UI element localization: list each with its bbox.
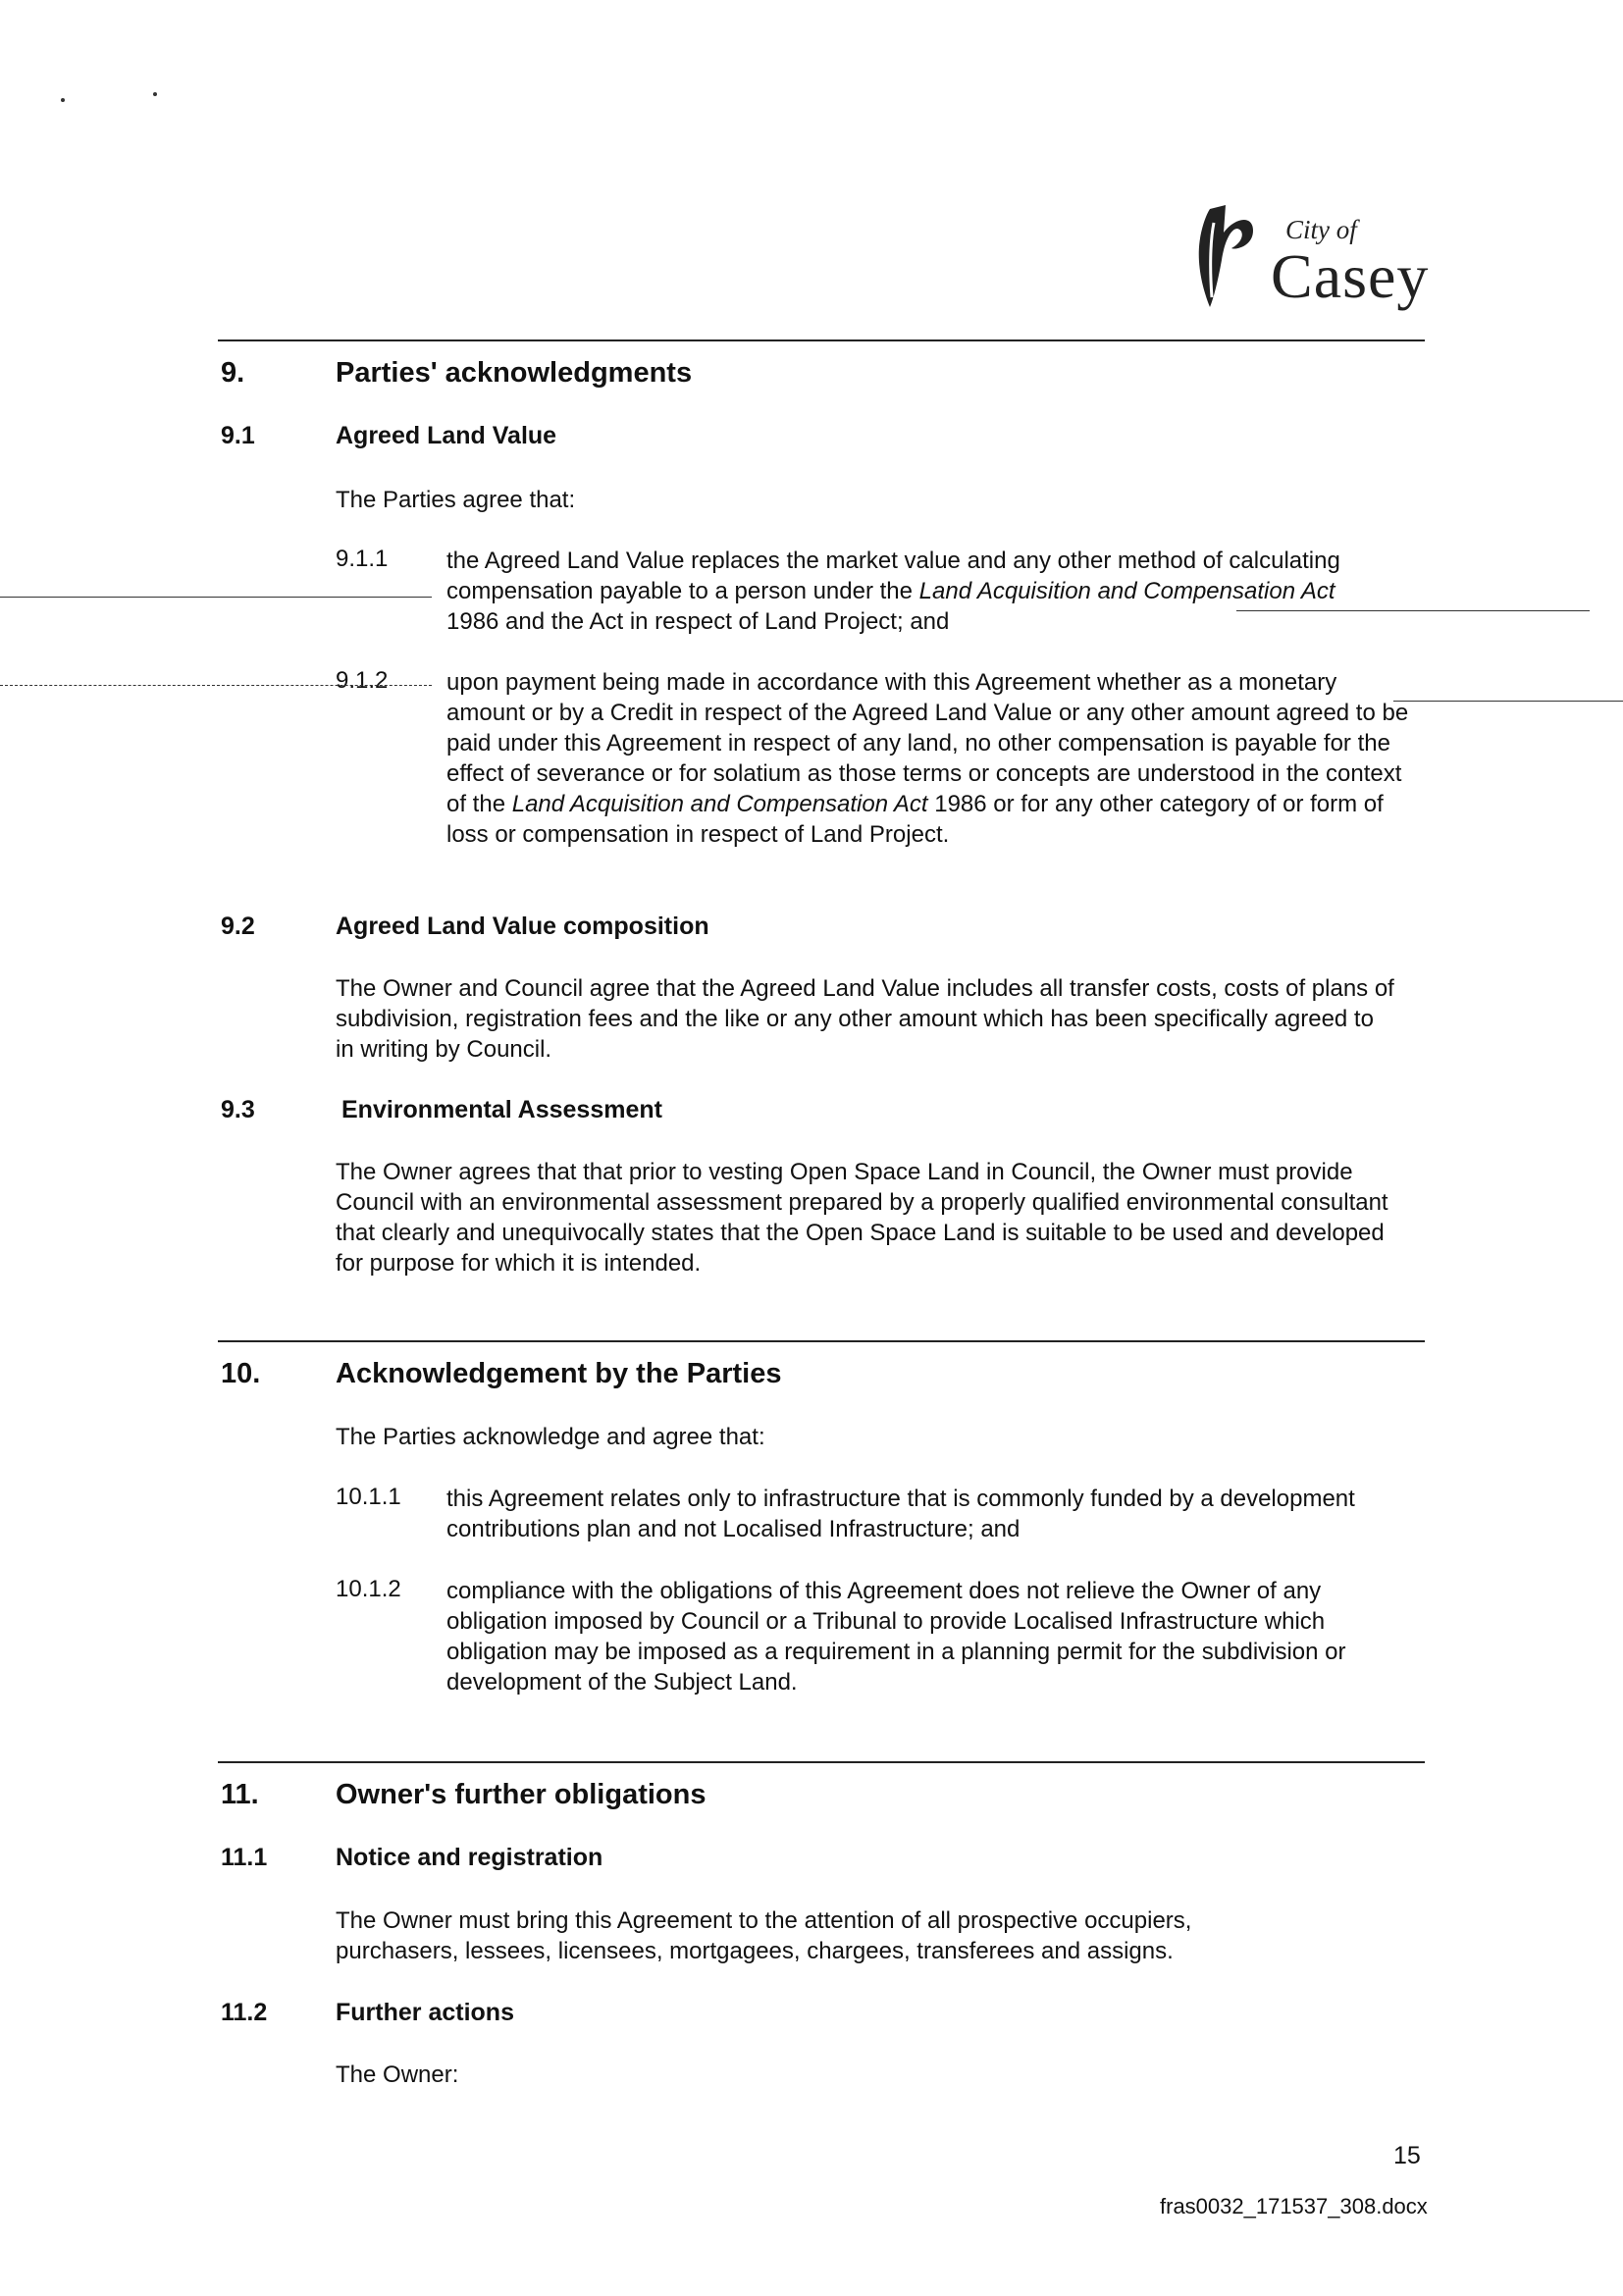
paragraph: The Owner must bring this Agreement to the attention of all prospective occupiers, purchasers, lessees, licensees, mortgagees, chargees, transferees and assigns. [336, 1907, 1192, 1964]
scan-line [1236, 610, 1590, 611]
clause-text: the Agreed Land Value replaces the market value and any other method of calculating compensation payable to a person under the Land Acquisition and Compensation Act 1986 and the Act in respect of Land Project; and [446, 548, 1340, 635]
clause-number: 10.1.1 [336, 1484, 401, 1510]
section-divider [218, 1340, 1425, 1342]
subsection-number: 9.1 [221, 422, 255, 449]
act-name: Land Acquisition and Compensation Act [918, 578, 1335, 604]
clause-number: 9.1.2 [336, 667, 389, 694]
page-number: 15 [1393, 2142, 1421, 2169]
file-name: fras0032_171537_308.docx [1160, 2194, 1428, 2218]
subsection-title: Notice and registration [336, 1844, 603, 1871]
leaf-icon [1192, 203, 1271, 309]
paragraph: The Owner and Council agree that the Agreed Land Value includes all transfer costs, costs of plans of subdivision, registration fees and the like or any other amount which has been specifically agreed to in writing by Council. [336, 975, 1394, 1063]
section-number: 9. [221, 357, 245, 389]
subsection-number: 11.1 [221, 1844, 268, 1871]
section-title: Parties' acknowledgments [336, 357, 693, 389]
clause-text: upon payment being made in accordance with this Agreement whether as a monetary amount or by a Credit in respect of the Agreed Land Value or any other amount agreed to be paid under this Agreement in respect of any land, no other compensation is payable for the effect of severance or for solatium as those terms or concepts are understood in the context of the Land Acquisition and Compensation Act 1986 or for any other category of or form of loss or compensation in respect of Land Project. [446, 669, 1409, 848]
paragraph: The Owner agrees that that prior to vesting Open Space Land in Council, the Owner must provide Council with an environmental assessment prepared by a properly qualified environmental consultant that clearly and unequivocally states that the Open Space Land is suitable to be used and developed for purpose for which it is intended. [336, 1159, 1388, 1277]
subsection-number: 9.2 [221, 913, 255, 940]
clause-text: this Agreement relates only to infrastructure that is commonly funded by a development contributions plan and not Localised Infrastructure; and [446, 1486, 1355, 1542]
section-divider [218, 1761, 1425, 1763]
subsection-title: Environmental Assessment [341, 1096, 662, 1123]
section-divider [218, 339, 1425, 341]
section-number: 10. [221, 1358, 261, 1389]
section-title: Acknowledgement by the Parties [336, 1358, 782, 1389]
city-of-casey-logo [1192, 201, 1428, 309]
subsection-number: 11.2 [221, 1999, 268, 2026]
paragraph: The Owner: [336, 2061, 459, 2088]
scan-line [0, 597, 432, 598]
logo-casey: Casey [1271, 241, 1430, 311]
subsection-title: Agreed Land Value composition [336, 913, 709, 940]
paragraph: The Parties agree that: [336, 487, 576, 513]
clause-number: 9.1.1 [336, 546, 389, 572]
act-name: Land Acquisition and Compensation Act [511, 791, 928, 817]
subsection-title: Agreed Land Value [336, 422, 557, 449]
scan-line [1393, 701, 1623, 702]
scan-speck [61, 98, 65, 102]
subsection-title: Further actions [336, 1999, 514, 2026]
subsection-number: 9.3 [221, 1096, 255, 1123]
clause-text: compliance with the obligations of this Agreement does not relieve the Owner of any obligation imposed by Council or a Tribunal to provide Localised Infrastructure which obligation may be imposed as a requirement in a planning permit for the subdivision or development of the Subject Land. [446, 1578, 1346, 1696]
logo-city-of: City of [1285, 215, 1357, 244]
scan-line [0, 685, 432, 686]
scan-speck [153, 92, 157, 96]
section-title: Owner's further obligations [336, 1779, 707, 1810]
paragraph: The Parties acknowledge and agree that: [336, 1424, 765, 1450]
clause-number: 10.1.2 [336, 1576, 401, 1602]
section-number: 11. [221, 1779, 259, 1810]
